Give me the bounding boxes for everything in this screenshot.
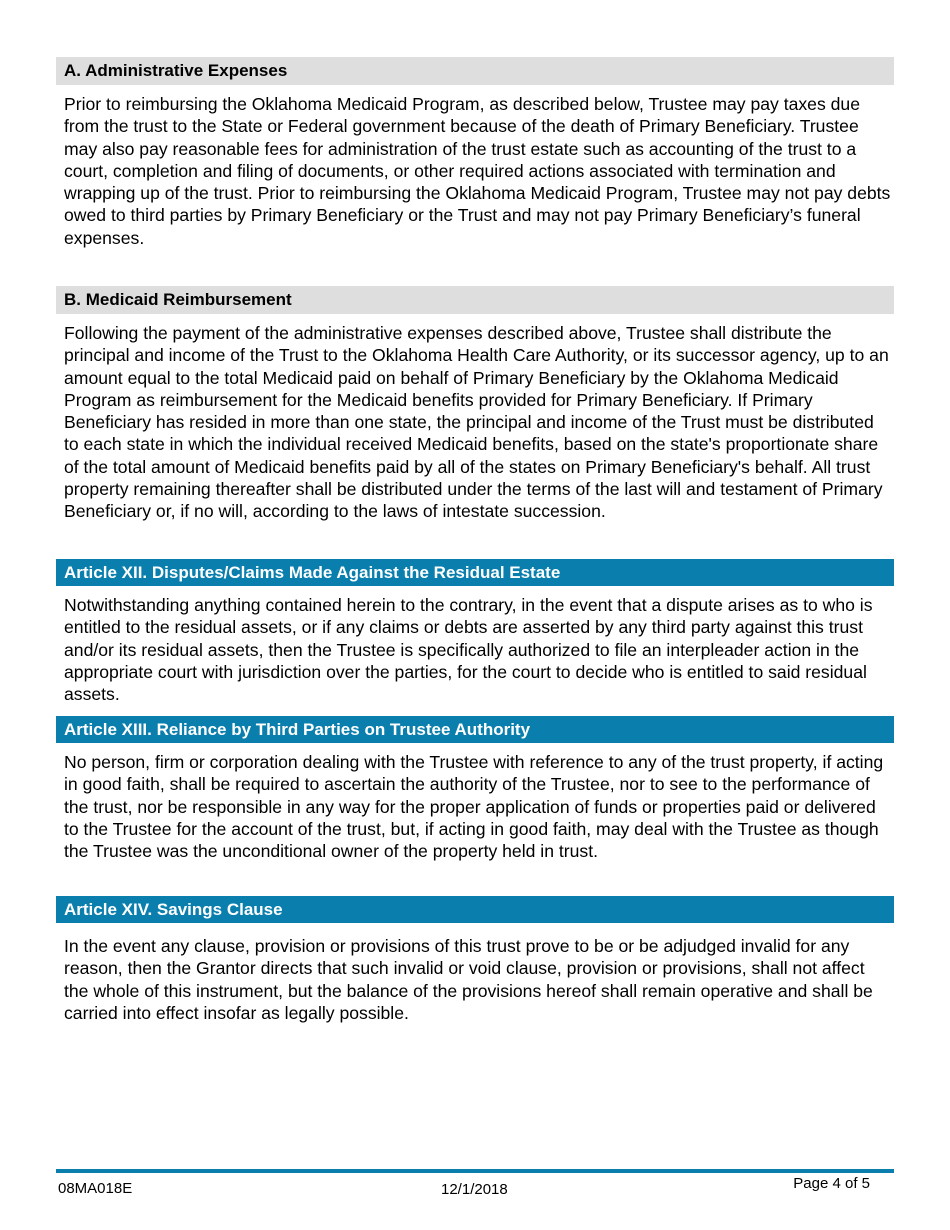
section-b-paragraph: Following the payment of the administrative expenses described above, Trustee shall distribute the principal and income of the Trust to the Oklahoma Health Care Authority, or its successor agency, up to an amount equal to the total Medicaid paid on behalf of Primary Beneficiary by the Oklahoma Medicaid Program as reimbursement for the Medicaid benefits provided for Primary Beneficiary. If Primary Beneficiary has resided in more than one state, the principal and income of the Trust must be distributed to each state in which the individual received Medicaid benefits, based on the state's proportionate share of the total amount of Medicaid benefits paid by all of the states on Primary Beneficiary's behalf. All trust property remaining thereafter shall be distributed under the terms of the last will and testament of Primary Beneficiary or, if no will, according to the laws of intestate succession. <box>64 323 889 522</box>
article-13-heading: Article XIII. Reliance by Third Parties on Trustee Authority <box>56 716 894 743</box>
article-14-paragraph: In the event any clause, provision or provisions of this trust prove to be or be adjudged invalid for any reason, then the Grantor directs that such invalid or void clause, provision or provisions, shall not affect the whole of this instrument, but the balance of the provisions hereof shall remain operative and shall be carried into effect insofar as legally possible. <box>64 936 873 1023</box>
article-12-heading: Article XII. Disputes/Claims Made Against the Residual Estate <box>56 559 894 586</box>
document-page <box>56 57 894 1024</box>
footer-form-number: 08MA018E <box>58 1180 133 1197</box>
section-a-paragraph: Prior to reimbursing the Oklahoma Medicaid Program, as described below, Trustee may pay taxes due from the trust to the State or Federal government because of the death of Primary Beneficiary. Trustee may also pay reasonable fees for administration of the trust estate such as accounting of the trust to a court, completion and filing of documents, or other required actions associated with termination and wrapping up of the trust. Prior to reimbursing the Oklahoma Medicaid Program, Trustee may not pay debts owed to third parties by Primary Beneficiary or the Trust and may not pay Primary Beneficiary’s funeral expenses. <box>64 94 891 248</box>
article-14-heading: Article XIV. Savings Clause <box>56 896 894 923</box>
footer-divider <box>56 1169 894 1173</box>
section-b-heading: B. Medicaid Reimbursement <box>56 286 894 314</box>
footer-page-number: Page 4 of 5 <box>793 1175 870 1192</box>
article-12-paragraph: Notwithstanding anything contained herein to the contrary, in the event that a dispute arises as to who is entitled to the residual assets, or if any claims or debts are asserted by any third party against this trust and/or its residual assets, then the Trustee is specifically authorized to file an interpleader action in the appropriate court with jurisdiction over the parties, for the court to decide who is entitled to said residual assets. <box>64 595 873 705</box>
section-a-heading: A. Administrative Expenses <box>56 57 894 85</box>
article-13-paragraph: No person, firm or corporation dealing with the Trustee with reference to any of the trust property, if acting in good faith, shall be required to ascertain the authority of the Trustee, nor to see to the performance of the trust, nor be responsible in any way for the proper application of funds or properties paid or delivered to the Trustee for the account of the trust, but, if acting in good faith, may deal with the Trustee as though the Trustee was the unconditional owner of the property held in trust. <box>64 752 884 862</box>
footer-date: 12/1/2018 <box>441 1181 508 1198</box>
